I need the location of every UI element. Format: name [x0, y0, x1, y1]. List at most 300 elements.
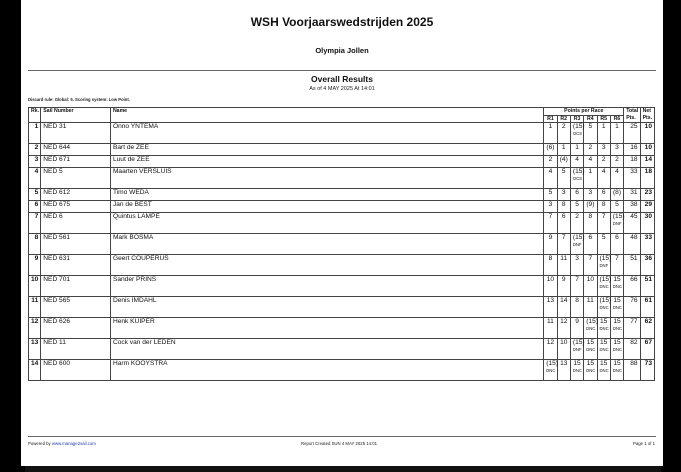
race-score: 5	[575, 201, 579, 208]
table-row	[29, 213, 655, 234]
race-score-cell	[584, 255, 597, 276]
race-score-cell	[610, 213, 623, 234]
total-points-cell: 82	[624, 339, 640, 360]
race-score: 15	[613, 339, 621, 346]
rank-cell: 5	[29, 189, 41, 201]
total-points-cell: 77	[624, 318, 640, 339]
race-score: 3	[615, 144, 619, 151]
results-page	[21, 0, 663, 466]
race-score-cell	[544, 144, 557, 156]
col-points-per-race: Points per Race	[544, 108, 624, 116]
race-score: 15	[613, 276, 621, 283]
race-score: 12	[560, 318, 568, 325]
table-row	[29, 276, 655, 297]
race-score: 15	[613, 297, 621, 304]
table-row	[29, 339, 655, 360]
table-row	[29, 234, 655, 255]
race-score-cell	[557, 144, 570, 156]
race-score-cell	[597, 297, 610, 318]
race-score: 13	[560, 360, 568, 367]
race-score-cell	[610, 156, 623, 168]
race-score-cell	[570, 255, 583, 276]
penalty-code: DNC	[599, 367, 609, 373]
race-score-cell	[557, 234, 570, 255]
penalty-code: OCS	[572, 175, 582, 181]
race-score-cell	[544, 123, 557, 144]
race-score-cell	[557, 168, 570, 189]
penalty-code: DNC	[599, 325, 609, 331]
race-score: (4)	[559, 156, 568, 163]
sail-number-cell: NED 631	[41, 255, 111, 276]
race-score: (8)	[612, 189, 622, 196]
penalty-code: DNF	[612, 220, 622, 226]
sail-number-cell: NED 5	[41, 168, 111, 189]
race-score: 7	[561, 234, 566, 241]
net-points-cell: 30	[640, 213, 654, 234]
rank-cell: 2	[29, 144, 41, 156]
race-score-cell	[557, 297, 570, 318]
sail-number-cell: NED 626	[41, 318, 111, 339]
penalty-code: DNC	[586, 325, 596, 331]
race-score: 11	[546, 318, 554, 325]
col-total: Total Pts.	[624, 108, 640, 123]
race-score-cell	[584, 168, 597, 189]
race-score: 15	[600, 360, 608, 367]
race-score-cell	[584, 234, 597, 255]
col-rank: Rk.	[29, 108, 41, 123]
race-score: 15	[613, 360, 621, 367]
rank-cell: 10	[29, 276, 41, 297]
race-score-cell	[597, 276, 610, 297]
race-score: 7	[548, 213, 553, 220]
table-row	[29, 168, 655, 189]
penalty-code: DNC	[586, 346, 596, 352]
class-name: Olympia Jollen	[315, 46, 369, 55]
race-score: (6)	[546, 144, 555, 151]
race-score: 6	[601, 189, 606, 196]
race-score-cell	[584, 213, 597, 234]
race-score: 8	[575, 297, 579, 304]
race-score: (15)	[586, 318, 598, 325]
race-score: 6	[561, 213, 566, 220]
col-r1: R1	[544, 115, 557, 123]
rank-cell: 7	[29, 213, 41, 234]
name-cell: Mark BOSMA	[110, 234, 543, 255]
net-points-cell: 36	[640, 255, 654, 276]
race-score: 11	[586, 297, 594, 304]
race-score-cell	[557, 318, 570, 339]
race-score: 3	[575, 255, 579, 262]
col-r6: R6	[610, 115, 623, 123]
sail-number-cell: NED 675	[41, 201, 111, 213]
race-score: 8	[561, 201, 566, 208]
race-score-cell	[584, 201, 597, 213]
race-score-cell	[584, 276, 597, 297]
race-score: 5	[588, 123, 593, 130]
race-score-cell	[610, 360, 623, 381]
race-score-cell	[584, 339, 597, 360]
as-of-date: As of 4 MAY 2025 At 14:01	[309, 86, 375, 92]
race-score-cell	[570, 360, 583, 381]
race-score: 3	[601, 144, 606, 151]
total-points-cell: 38	[624, 201, 640, 213]
race-score: 1	[575, 144, 579, 151]
name-cell: Bart de ZEE	[110, 144, 543, 156]
race-score-cell	[544, 168, 557, 189]
race-score: 15	[573, 360, 581, 367]
header-row-1	[29, 108, 655, 116]
table-row	[29, 201, 655, 213]
penalty-code: DNC	[612, 304, 622, 310]
manage2sail-link[interactable]: www.manage2sail.com	[51, 441, 96, 446]
race-score: (15)	[599, 255, 612, 262]
race-score: 2	[588, 144, 593, 151]
race-score-cell	[570, 123, 583, 144]
penalty-code: DNC	[612, 325, 622, 331]
race-score: 14	[560, 297, 568, 304]
race-score-cell	[597, 213, 610, 234]
race-score: 3	[561, 189, 566, 196]
race-score: 2	[561, 123, 566, 130]
race-score-cell	[597, 318, 610, 339]
race-score: 2	[615, 156, 619, 163]
rank-cell: 9	[29, 255, 41, 276]
race-score-cell	[570, 156, 583, 168]
table-row	[29, 144, 655, 156]
race-score-cell	[570, 318, 583, 339]
race-score: (15)	[572, 168, 585, 175]
race-score-cell	[557, 189, 570, 201]
table-row	[29, 123, 655, 144]
col-net: Net Pts.	[640, 108, 654, 123]
race-score-cell	[557, 360, 570, 381]
race-score-cell	[610, 276, 623, 297]
name-cell: Timo WEDA	[110, 189, 543, 201]
net-points-cell: 14	[640, 156, 654, 168]
race-score: 3	[588, 189, 593, 196]
name-cell: Jan de BEST	[110, 201, 543, 213]
race-score-cell	[597, 201, 610, 213]
race-score-cell	[597, 234, 610, 255]
penalty-code: DNC	[599, 304, 609, 310]
race-score: 7	[575, 276, 579, 283]
race-score-cell	[557, 213, 570, 234]
col-r2: R2	[557, 115, 570, 123]
race-score-cell	[584, 360, 597, 381]
race-score-cell	[557, 276, 570, 297]
race-score-cell	[570, 276, 583, 297]
race-score-cell	[570, 297, 583, 318]
race-score: 5	[615, 201, 619, 208]
table-row	[29, 318, 655, 339]
race-score: 10	[560, 339, 568, 346]
rank-cell: 13	[29, 339, 41, 360]
net-points-cell: 73	[640, 360, 654, 381]
penalty-code: DNC	[612, 346, 622, 352]
race-score-cell	[610, 168, 623, 189]
race-score: 5	[561, 168, 566, 175]
table-row	[29, 297, 655, 318]
total-points-cell: 31	[624, 189, 640, 201]
race-score: 10	[546, 276, 555, 283]
race-score-cell	[544, 156, 557, 168]
race-score: 8	[548, 255, 553, 262]
page-number: Page 1 of 1	[633, 441, 655, 446]
race-score-cell	[544, 297, 557, 318]
race-score-cell	[597, 168, 610, 189]
total-points-cell: 76	[624, 297, 640, 318]
race-score: 8	[601, 201, 606, 208]
race-score: 1	[601, 123, 606, 130]
powered-by	[28, 441, 96, 446]
race-score: 9	[561, 276, 566, 283]
sail-number-cell: NED 671	[41, 156, 111, 168]
penalty-code: DNC	[612, 367, 622, 373]
net-points-cell: 10	[640, 144, 654, 156]
rank-cell: 4	[29, 168, 41, 189]
race-score-cell	[597, 339, 610, 360]
table-row	[29, 189, 655, 201]
race-score: (15)	[599, 276, 612, 283]
race-score-cell	[570, 168, 583, 189]
race-score: 6	[588, 234, 593, 241]
race-score: 4	[601, 168, 606, 175]
race-score: 1	[548, 123, 553, 130]
race-score-cell	[570, 144, 583, 156]
race-score: 9	[548, 234, 553, 241]
race-score-cell	[544, 189, 557, 201]
net-points-cell: 29	[640, 201, 654, 213]
rank-cell: 12	[29, 318, 41, 339]
rank-cell: 11	[29, 297, 41, 318]
total-points-cell: 51	[624, 255, 640, 276]
penalty-code: DNF	[572, 241, 582, 247]
page-title: WSH Voorjaarswedstrijden 2025	[250, 15, 434, 29]
rank-cell: 14	[29, 360, 41, 381]
race-score: 4	[588, 156, 593, 163]
sail-number-cell: NED 565	[41, 297, 111, 318]
race-score-cell	[584, 189, 597, 201]
col-r3: R3	[570, 115, 583, 123]
col-r4: R4	[584, 115, 597, 123]
race-score: 8	[588, 213, 593, 220]
race-score: 7	[615, 255, 619, 262]
race-score-cell	[584, 318, 597, 339]
race-score: 6	[575, 189, 579, 196]
name-cell: Denis IMDAHL	[110, 297, 543, 318]
race-score-cell	[557, 201, 570, 213]
race-score: 2	[548, 156, 553, 163]
race-score: 4	[615, 168, 619, 175]
race-score-cell	[570, 339, 583, 360]
race-score: 1	[561, 144, 566, 151]
race-score: 5	[548, 189, 553, 196]
race-score: 15	[600, 318, 608, 325]
sail-number-cell: NED 31	[41, 123, 111, 144]
results-heading: Overall Results	[311, 74, 373, 84]
sail-number-cell: NED 644	[41, 144, 111, 156]
race-score: (15)	[612, 213, 625, 220]
race-score-cell	[610, 201, 623, 213]
table-row	[29, 360, 655, 381]
total-points-cell: 18	[624, 156, 640, 168]
race-score: 15	[613, 318, 621, 325]
rank-cell: 1	[29, 123, 41, 144]
col-sail-number: Sail Number	[41, 108, 111, 123]
race-score-cell	[597, 156, 610, 168]
col-name: Name	[110, 108, 543, 123]
race-score-cell	[544, 213, 557, 234]
race-score: 15	[586, 339, 595, 346]
net-points-cell: 67	[640, 339, 654, 360]
net-points-cell: 10	[640, 123, 654, 144]
net-points-cell: 51	[640, 276, 654, 297]
footer-divider	[28, 436, 656, 437]
net-points-cell: 33	[640, 234, 654, 255]
race-score-cell	[610, 297, 623, 318]
race-score-cell	[544, 276, 557, 297]
name-cell: Harm KOOYSTRA	[110, 360, 543, 381]
name-cell: Luut de ZEE	[110, 156, 543, 168]
race-score-cell	[610, 189, 623, 201]
sail-number-cell: NED 6	[41, 213, 111, 234]
race-score-cell	[597, 189, 610, 201]
net-points-cell: 23	[640, 189, 654, 201]
race-score-cell	[557, 339, 570, 360]
name-cell: Sander PRINS	[110, 276, 543, 297]
name-cell: Geert COUPERUS	[110, 255, 543, 276]
rank-cell: 8	[29, 234, 41, 255]
race-score-cell	[570, 234, 583, 255]
sail-number-cell: NED 600	[41, 360, 111, 381]
name-cell: Cock van der LEDEN	[110, 339, 543, 360]
sail-number-cell: NED 612	[41, 189, 111, 201]
name-cell: Henk KUIPER	[110, 318, 543, 339]
total-points-cell: 33	[624, 168, 640, 189]
discard-rule: Discard rule: Global: 5. Scoring system: Low Point.	[28, 97, 130, 102]
powered-by-label: Powered by	[28, 441, 51, 446]
race-score: 1	[588, 168, 593, 175]
race-score-cell	[597, 123, 610, 144]
race-score-cell	[610, 255, 623, 276]
report-created: Report Created SUN 4 MAY 2025 14:01	[301, 441, 378, 446]
col-r5: R5	[597, 115, 610, 123]
penalty-code: DNC	[546, 367, 556, 373]
sail-number-cell: NED 701	[41, 276, 111, 297]
race-score-cell	[544, 339, 557, 360]
total-points-cell: 48	[624, 234, 640, 255]
header-divider	[28, 70, 656, 71]
race-score-cell	[570, 189, 583, 201]
race-score-cell	[597, 144, 610, 156]
race-score-cell	[544, 360, 557, 381]
penalty-code: DNC	[599, 346, 609, 352]
race-score-cell	[584, 144, 597, 156]
race-score-cell	[557, 156, 570, 168]
total-points-cell: 88	[624, 360, 640, 381]
name-cell: Onno YNTEMA	[110, 123, 543, 144]
race-score: 3	[548, 201, 553, 208]
race-score: 6	[615, 234, 619, 241]
rank-cell: 3	[29, 156, 41, 168]
race-score-cell	[544, 255, 557, 276]
race-score-cell	[610, 339, 623, 360]
results-table	[28, 107, 655, 381]
net-points-cell: 62	[640, 318, 654, 339]
race-score-cell	[597, 255, 610, 276]
next-sheet-edge	[25, 466, 661, 472]
race-score-cell	[557, 255, 570, 276]
race-score: (9)	[586, 201, 595, 208]
race-score: 5	[601, 234, 606, 241]
race-score: 15	[586, 360, 595, 367]
race-score-cell	[610, 123, 623, 144]
net-points-cell: 18	[640, 168, 654, 189]
penalty-code: DNF	[572, 346, 582, 352]
table-row	[29, 255, 655, 276]
net-points-cell: 61	[640, 297, 654, 318]
penalty-code: DNC	[572, 367, 582, 373]
race-score: 10	[586, 276, 595, 283]
total-points-cell: 16	[624, 144, 640, 156]
race-score-cell	[584, 156, 597, 168]
penalty-code: OCS	[572, 130, 582, 136]
race-score: 11	[560, 255, 568, 262]
sail-number-cell: NED 11	[41, 339, 111, 360]
race-score: 7	[588, 255, 593, 262]
race-score: 1	[615, 123, 619, 130]
race-score: (15)	[572, 123, 585, 130]
penalty-code: DNC	[612, 283, 622, 289]
race-score: 15	[600, 339, 608, 346]
table-row	[29, 156, 655, 168]
total-points-cell: 66	[624, 276, 640, 297]
sail-number-cell: NED 561	[41, 234, 111, 255]
total-points-cell: 45	[624, 213, 640, 234]
race-score-cell	[570, 213, 583, 234]
race-score: (15)	[572, 339, 585, 346]
total-points-cell: 25	[624, 123, 640, 144]
race-score-cell	[610, 144, 623, 156]
race-score-cell	[544, 318, 557, 339]
race-score-cell	[610, 318, 623, 339]
race-score: 2	[601, 156, 606, 163]
race-score-cell	[584, 123, 597, 144]
race-score: 9	[575, 318, 579, 325]
race-score-cell	[584, 297, 597, 318]
race-score-cell	[597, 360, 610, 381]
race-score-cell	[610, 234, 623, 255]
race-score: (15)	[572, 234, 585, 241]
race-score: 4	[575, 156, 579, 163]
race-score: 12	[546, 339, 555, 346]
name-cell: Quintus LAMPE	[110, 213, 543, 234]
race-score-cell	[570, 201, 583, 213]
race-score: 7	[601, 213, 606, 220]
race-score: 13	[546, 297, 555, 304]
race-score-cell	[557, 123, 570, 144]
penalty-code: DNC	[599, 283, 609, 289]
rank-cell: 6	[29, 201, 41, 213]
race-score: (15)	[599, 297, 612, 304]
penalty-code: DNC	[586, 367, 596, 373]
race-score: 2	[575, 213, 579, 220]
race-score: 4	[548, 168, 553, 175]
race-score: (15)	[546, 360, 558, 367]
name-cell: Maarten VERSLUIS	[110, 168, 543, 189]
race-score-cell	[544, 234, 557, 255]
race-score-cell	[544, 201, 557, 213]
